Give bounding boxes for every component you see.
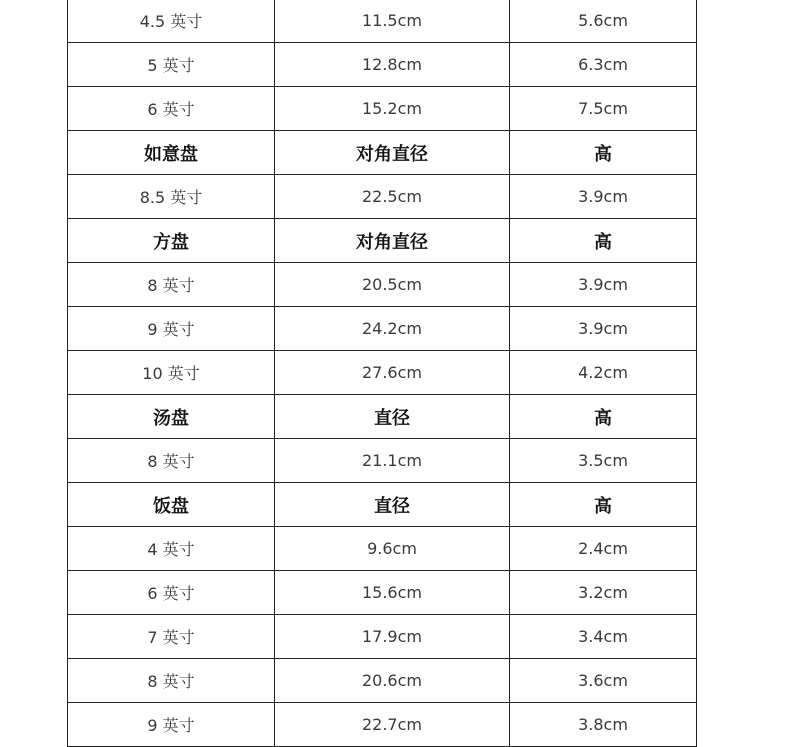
diameter-cell: 11.5cm <box>275 0 510 43</box>
table-row <box>68 175 697 219</box>
diameter-header: 对角直径 <box>275 219 510 263</box>
height-cell: 3.8cm <box>510 703 697 747</box>
diameter-cell: 12.8cm <box>275 43 510 87</box>
table-row <box>68 659 697 703</box>
height-cell: 3.2cm <box>510 571 697 615</box>
diameter-cell: 24.2cm <box>275 307 510 351</box>
diameter-header: 直径 <box>275 395 510 439</box>
size-cell: 4.5 英寸 <box>68 0 275 43</box>
diameter-cell: 9.6cm <box>275 527 510 571</box>
table-row <box>68 263 697 307</box>
table-row <box>68 527 697 571</box>
diameter-cell: 15.2cm <box>275 87 510 131</box>
table-row <box>68 307 697 351</box>
height-cell: 7.5cm <box>510 87 697 131</box>
size-cell: 6 英寸 <box>68 571 275 615</box>
height-cell: 3.5cm <box>510 439 697 483</box>
category-header: 汤盘 <box>68 395 275 439</box>
height-cell: 4.2cm <box>510 351 697 395</box>
diameter-cell: 20.6cm <box>275 659 510 703</box>
table-row <box>68 351 697 395</box>
section-header-row <box>68 219 697 263</box>
category-header: 方盘 <box>68 219 275 263</box>
diameter-cell: 20.5cm <box>275 263 510 307</box>
size-cell: 5 英寸 <box>68 43 275 87</box>
table-row <box>68 439 697 483</box>
diameter-cell: 27.6cm <box>275 351 510 395</box>
category-header: 饭盘 <box>68 483 275 527</box>
table-row <box>68 615 697 659</box>
height-cell: 3.9cm <box>510 175 697 219</box>
height-cell: 2.4cm <box>510 527 697 571</box>
section-header-row <box>68 483 697 527</box>
diameter-cell: 21.1cm <box>275 439 510 483</box>
size-cell: 6 英寸 <box>68 87 275 131</box>
diameter-header: 对角直径 <box>275 131 510 175</box>
height-header: 高 <box>510 219 697 263</box>
size-cell: 7 英寸 <box>68 615 275 659</box>
category-header: 如意盘 <box>68 131 275 175</box>
size-cell: 8 英寸 <box>68 659 275 703</box>
size-cell: 8 英寸 <box>68 263 275 307</box>
table-row <box>68 87 697 131</box>
height-cell: 3.9cm <box>510 307 697 351</box>
height-header: 高 <box>510 131 697 175</box>
size-table <box>67 0 697 747</box>
size-cell: 10 英寸 <box>68 351 275 395</box>
size-cell: 8.5 英寸 <box>68 175 275 219</box>
section-header-row <box>68 131 697 175</box>
height-cell: 6.3cm <box>510 43 697 87</box>
table-row <box>68 43 697 87</box>
table-row <box>68 571 697 615</box>
height-cell: 3.6cm <box>510 659 697 703</box>
size-cell: 4 英寸 <box>68 527 275 571</box>
size-cell: 9 英寸 <box>68 703 275 747</box>
height-header: 高 <box>510 483 697 527</box>
diameter-cell: 22.7cm <box>275 703 510 747</box>
diameter-cell: 17.9cm <box>275 615 510 659</box>
table-row <box>68 703 697 747</box>
table-row <box>68 0 697 43</box>
diameter-header: 直径 <box>275 483 510 527</box>
size-cell: 8 英寸 <box>68 439 275 483</box>
size-cell: 9 英寸 <box>68 307 275 351</box>
height-header: 高 <box>510 395 697 439</box>
diameter-cell: 15.6cm <box>275 571 510 615</box>
height-cell: 3.4cm <box>510 615 697 659</box>
height-cell: 3.9cm <box>510 263 697 307</box>
section-header-row <box>68 395 697 439</box>
diameter-cell: 22.5cm <box>275 175 510 219</box>
height-cell: 5.6cm <box>510 0 697 43</box>
